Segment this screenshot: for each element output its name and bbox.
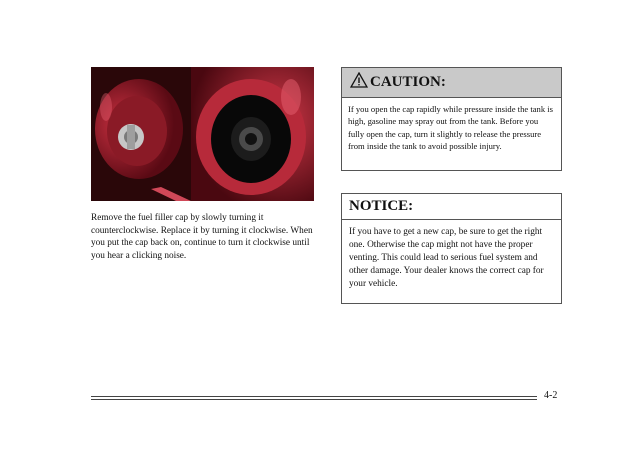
warning-triangle-icon bbox=[350, 72, 368, 93]
caution-text: If you open the cap rapidly while pressure inside the tank is high, gasoline may spray out from the tank. Before you fully open the cap, turn it slightly to release the pressure from inside the tank to avoid possible injury. bbox=[348, 104, 553, 151]
notice-box bbox=[341, 193, 562, 304]
notice-title: NOTICE: bbox=[349, 198, 414, 214]
caution-box bbox=[341, 67, 562, 171]
photo-caption: Remove the fuel filler cap by slowly turning it counterclockwise. Replace it by turning it clockwise. When you put the cap back on, continue to turn it clockwise until you hear a clicking noise. bbox=[91, 213, 313, 261]
page-number: 4-2 bbox=[544, 390, 558, 401]
caution-title: CAUTION: bbox=[370, 74, 446, 90]
footer-rule-top bbox=[91, 396, 537, 397]
notice-header bbox=[342, 194, 561, 220]
footer-rule-bottom bbox=[91, 399, 537, 400]
fuel-filler-photo bbox=[91, 67, 314, 201]
fuel-door-illustration bbox=[91, 67, 314, 201]
caution-header bbox=[342, 68, 561, 98]
notice-text: If you have to get a new cap, be sure to get the right one. Otherwise the cap might not have the proper venting. This could lead to serious fuel system and other damage. Your dealer knows the correct cap for your vehicle. bbox=[349, 227, 544, 289]
